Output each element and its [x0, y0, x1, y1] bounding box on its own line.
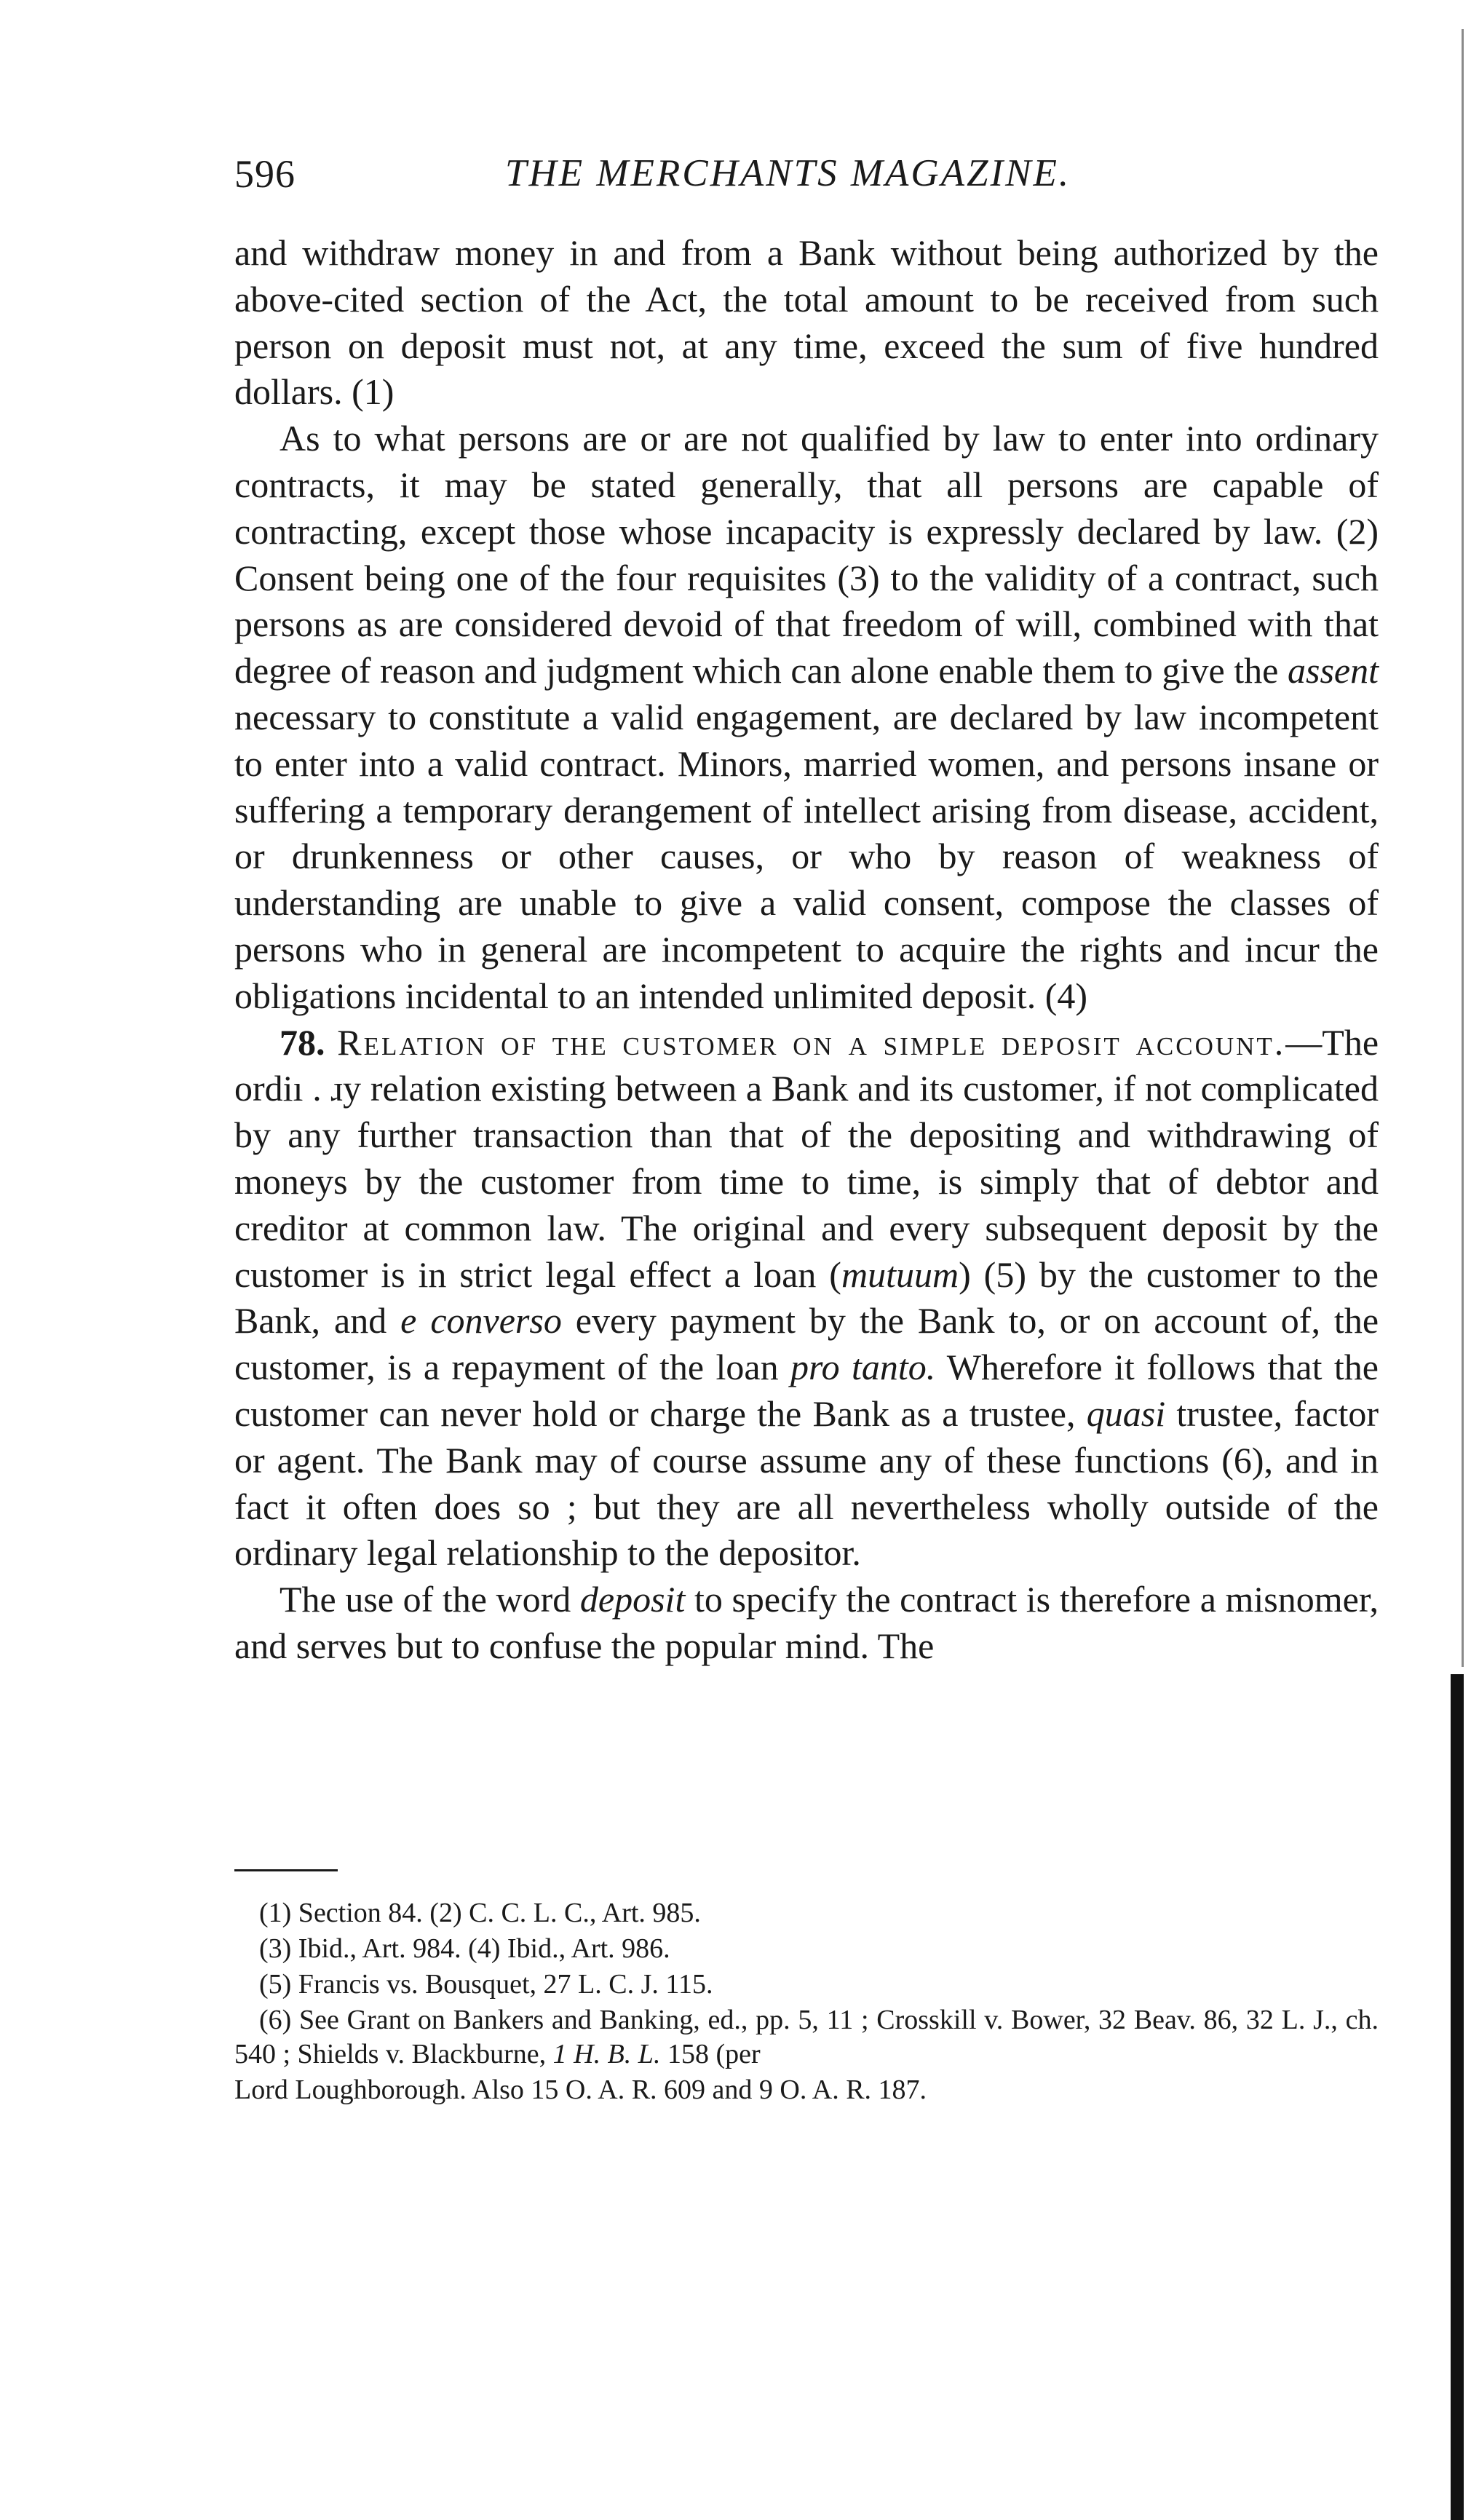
italic-term: pro tanto.: [790, 1347, 936, 1388]
paragraph-text: The use of the word: [279, 1579, 580, 1620]
section-number: 78.: [279, 1021, 325, 1063]
running-title: THE MERCHANTS MAGAZINE.: [505, 152, 1071, 194]
footnote-line: [234, 2003, 1379, 2072]
italic-term: e converso: [400, 1300, 562, 1342]
section-heading: Relation of the customer on a simple deposit account.: [337, 1021, 1286, 1063]
footnote-rule: [234, 1869, 338, 1871]
footnote-text: (6) See Grant on Bankers and Banking, ed., pp. 5, 11 ; Crosskill v. Bower, 32 Beav. 86, 32 L. J., ch. 540 ; Shields v. Blackburne,: [234, 2005, 1379, 2069]
running-header: [234, 151, 1377, 202]
footnote-text: 158 (per: [660, 2039, 761, 2069]
paragraph-text: to specify the contract is therefore a misnomer, and serves but to confuse the popular mind. The: [234, 1579, 1379, 1666]
body-text: [234, 230, 1379, 1670]
paragraph-text: necessary to constitute a valid engagement, are declared by law incompetent to enter into a valid contract. Minors, married women, and persons insane or suffering a temporary derangement of intellect arising from disease, accident, or drunkenness or other causes, or who by reason of weakness of understanding are unable to give a valid consent, compose the classes of persons who in general are incompetent to acquire the rights and incur the obligations incidental to an intended unlimited deposit. (4): [234, 696, 1379, 1016]
footnotes: [234, 1896, 1379, 2109]
paragraph-capacity: [234, 416, 1379, 1019]
page-edge-shadow: [1451, 1674, 1464, 2520]
footnote-line: Lord Loughborough. Also 15 O. A. R. 609 and 9 O. A. R. 187.: [234, 2075, 927, 2105]
italic-term: mutuum: [841, 1253, 959, 1295]
paragraph-continuation: [234, 230, 1379, 416]
page-number: 596: [234, 152, 296, 196]
footnote-line: (5) Francis vs. Bousquet, 27 L. C. J. 115.: [259, 1969, 713, 2000]
paragraph-text: As to what persons are or are not qualified by law to enter into ordinary contracts, it may be stated generally, that all persons are capable of contracting, except those whose incapacity is expressly declared by law. (2) Consent being one of the four requisites (3) to the validity of a contract, such persons as are considered devoid of that freedom of will, combined with that degree of reason and judgment which can alone enable them to give the: [234, 418, 1379, 692]
paragraph-text: Wherefore it follows that the customer can never hold or charge the Bank as a trustee,: [234, 1347, 1379, 1434]
paragraph-text: and withdraw money in and from a Bank without being authorized by the above-cited section of the Act, the total amount to be received from such person on deposit must not, at any time, exceed the sum of five hundred dollars. (1): [234, 232, 1379, 413]
italic-term: deposit: [579, 1579, 686, 1620]
paragraph-deposit: [234, 1577, 1379, 1670]
page-edge-line: [1462, 29, 1464, 1667]
italic-term: quasi: [1086, 1392, 1166, 1434]
italic-term: assent: [1288, 650, 1379, 692]
paragraph-text: ) (5) by the customer to the Bank, and: [234, 1253, 1379, 1342]
section-paragraph: [234, 1020, 1379, 1577]
paragraph-text: —The ordiı . ɹy relation existing between a Bank and its customer, if not complicated by any further transaction than that of the depositing and withdrawing of moneys by the customer from time to time, is simply that of debtor and creditor at common law. The original and every subsequent deposit by the customer is in strict legal effect a loan (: [234, 1021, 1379, 1295]
footnote-line: (3) Ibid., Art. 984. (4) Ibid., Art. 986.: [259, 1933, 670, 1964]
italic-citation: 1 H. B. L.: [552, 2039, 661, 2069]
paragraph-text: trustee, factor or agent. The Bank may of course assume any of these functions (6), and in fact it often does so ; but they are all nevertheless wholly outside of the ordinary legal relationship to the depositor.: [234, 1392, 1379, 1574]
paragraph-text: every payment by the Bank to, or on account of, the customer, is a repayment of the loan: [234, 1300, 1379, 1388]
footnote-line: (1) Section 84. (2) C. C. L. C., Art. 985.: [259, 1898, 701, 1928]
